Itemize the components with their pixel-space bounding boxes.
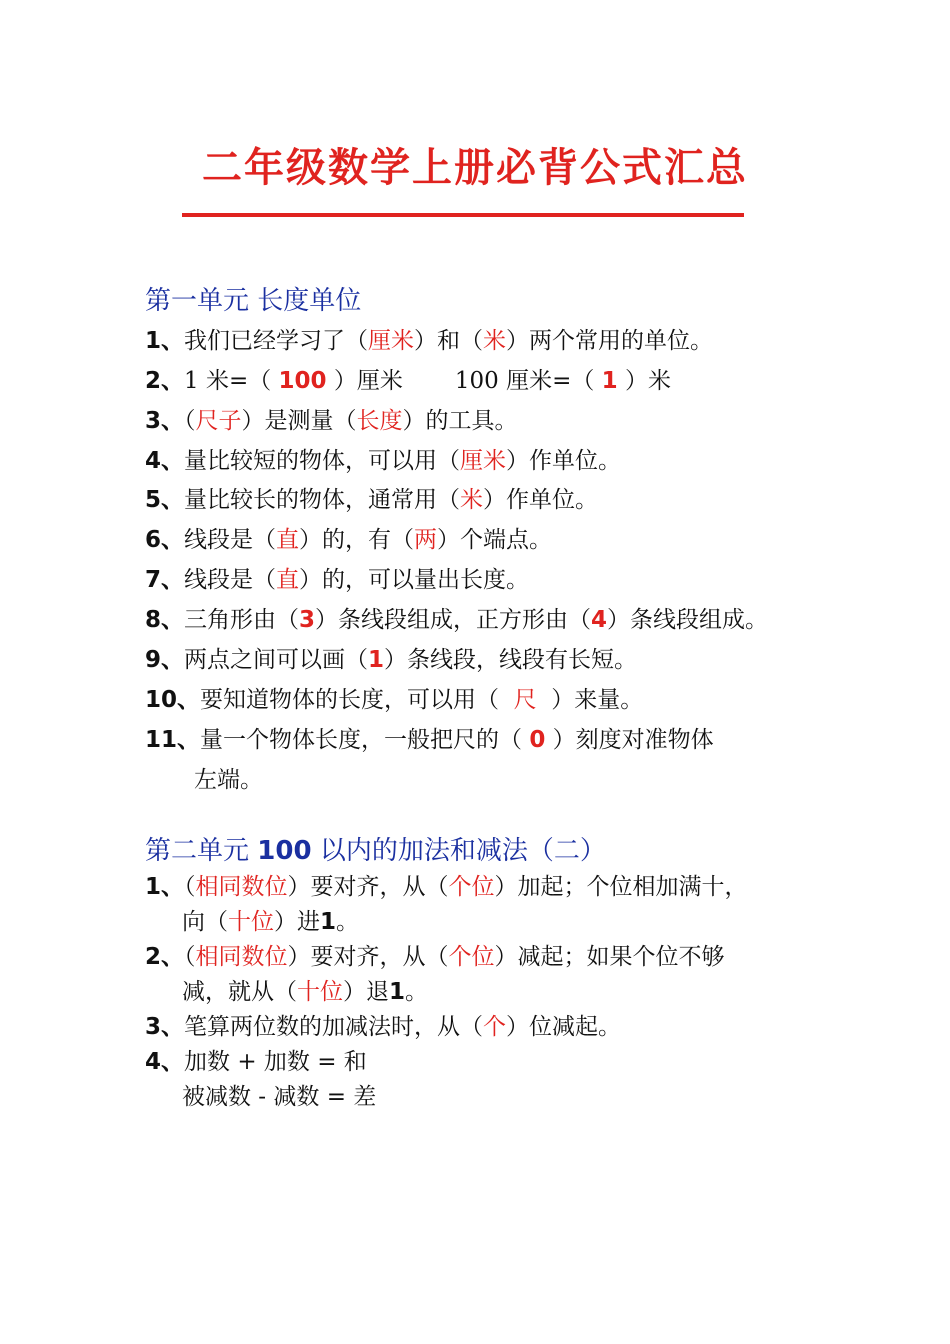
unit1-heading-number: 第一单元 xyxy=(145,286,250,316)
unit1-item-6: 6、线段是（直）的，有（两）个端点。 xyxy=(145,527,553,553)
unit1-item-11: 11、量一个物体长度，一般把尺的（ 0 ）刻度对准物体 xyxy=(145,727,714,753)
page-title: 二年级数学上册必背公式汇总 xyxy=(202,145,748,191)
unit2-heading-range: 100 xyxy=(257,836,312,866)
unit1-heading-topic: 长度单位 xyxy=(257,286,362,316)
title-underline xyxy=(182,213,744,217)
unit1-item-10: 10、要知道物体的长度，可以用（ 尺 ）来量。 xyxy=(145,687,644,713)
unit1-item-4: 4、量比较短的物体，可以用（厘米）作单位。 xyxy=(145,448,622,474)
unit1-item-9: 9、两点之间可以画（1）条线段，线段有长短。 xyxy=(145,647,638,673)
unit1-item-3: 3、（尺子）是测量（长度）的工具。 xyxy=(145,408,518,434)
unit2-item-1: 1、（相同数位）要对齐，从（个位）加起；个位相加满十， xyxy=(145,874,748,900)
unit2-item-1-continued: 向（十位）进1。 xyxy=(182,909,360,935)
unit2-item-2-continued: 减，就从（十位）退1。 xyxy=(182,979,429,1005)
unit2-item-4-continued: 被减数 - 减数 = 差 xyxy=(182,1084,377,1110)
unit2-item-3: 3、笔算两位数的加减法时，从（个）位减起。 xyxy=(145,1014,622,1040)
unit1-item-7: 7、线段是（直）的，可以量出长度。 xyxy=(145,567,530,593)
unit2-item-4: 4、加数 + 加数 = 和 xyxy=(145,1049,367,1075)
unit1-item-5: 5、量比较长的物体，通常用（米）作单位。 xyxy=(145,487,599,513)
unit1-item-2: 2、1 米=（ 100 ）厘米 100 厘米=（ 1 ）米 xyxy=(145,368,671,394)
unit2-heading-topic: 以内的加法和减法（二） xyxy=(319,836,606,866)
unit1-heading xyxy=(145,280,361,317)
unit1-item-11-continued: 左端。 xyxy=(194,767,263,793)
unit1-item-1: 1、我们已经学习了（厘米）和（米）两个常用的单位。 xyxy=(145,328,714,354)
unit1-item-8: 8、三角形由（3）条线段组成，正方形由（4）条线段组成。 xyxy=(145,607,769,633)
unit2-heading xyxy=(145,830,606,867)
unit2-heading-number: 第二单元 xyxy=(145,836,250,866)
unit2-item-2: 2、（相同数位）要对齐，从（个位）减起；如果个位不够 xyxy=(145,944,725,970)
